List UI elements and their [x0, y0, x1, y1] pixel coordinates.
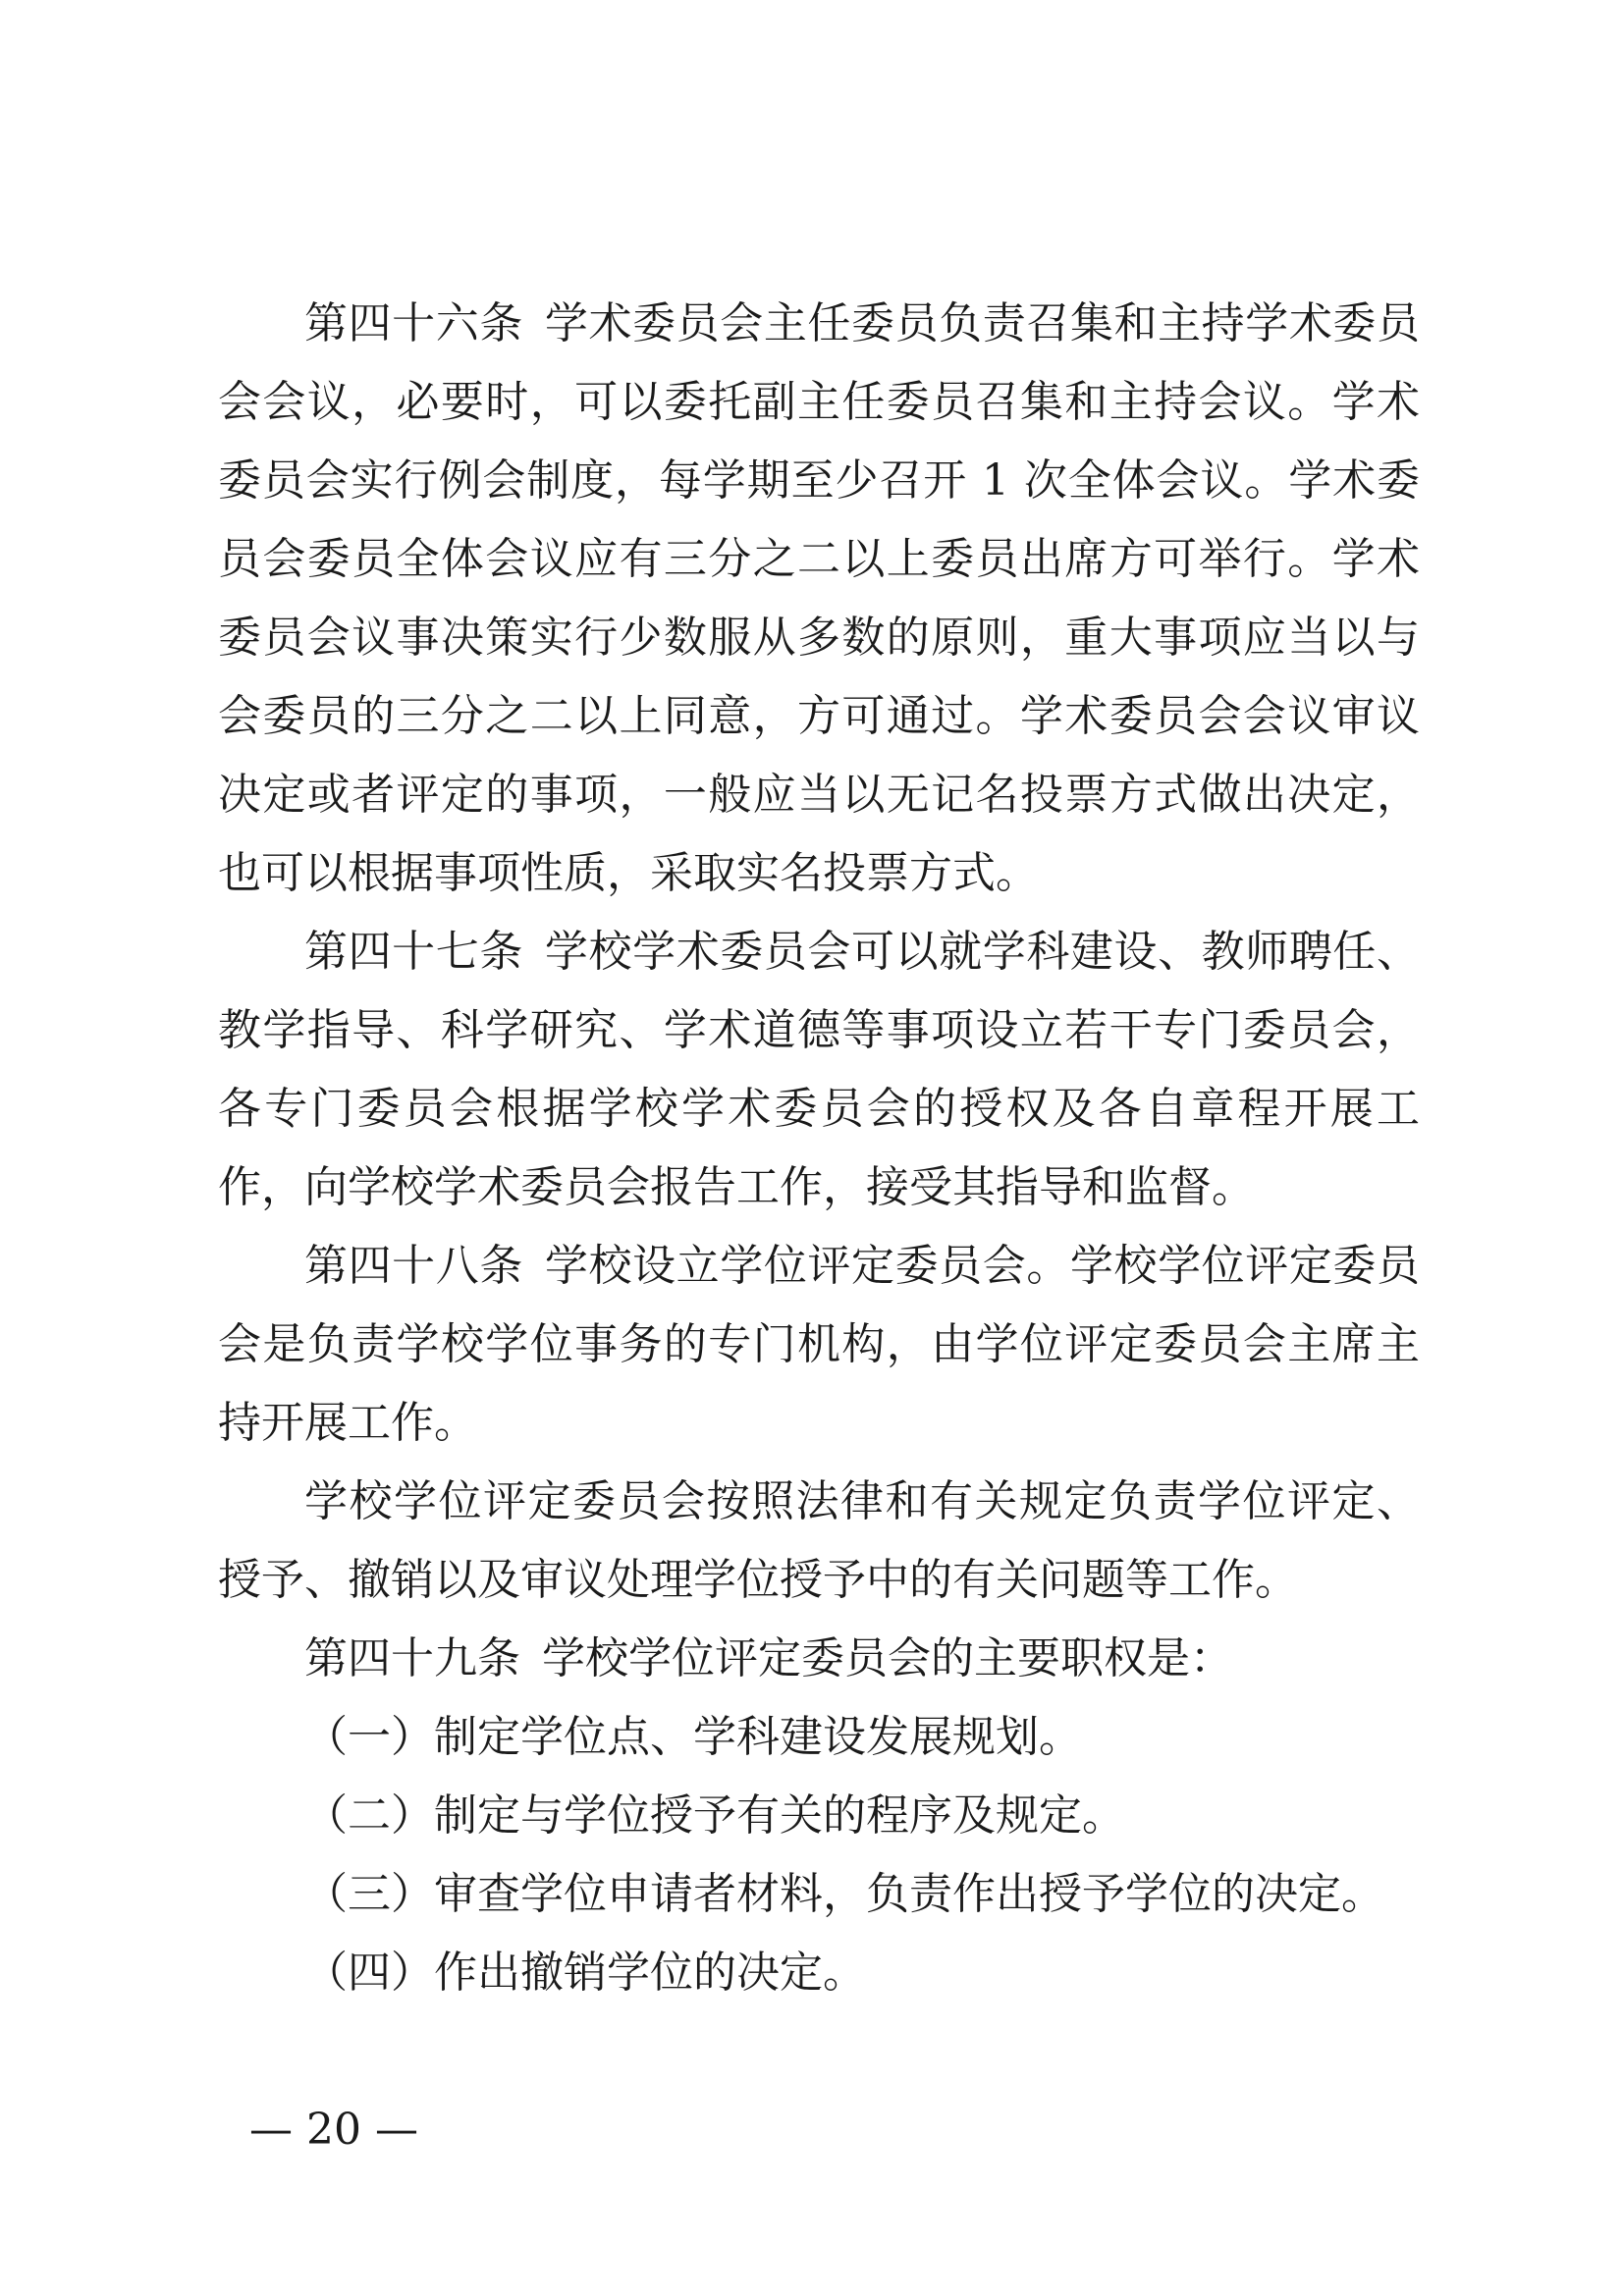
- article-label: 第四十九条: [304, 1633, 520, 1683]
- list-item-1: [218, 1698, 1420, 1777]
- paragraph-text: 学校设立学位评定委员会。学校学位评定委员会是负责学校学位事务的专门机构，由学位评定委员会主席主持开展工作。: [218, 1241, 1421, 1448]
- article-label: 第四十七条: [304, 927, 523, 977]
- list-item-2: [218, 1777, 1420, 1855]
- list-item-4: [218, 1934, 1420, 2012]
- page-number: — 20 —: [249, 2105, 418, 2155]
- paragraph-article-46: [218, 285, 1420, 913]
- article-label: 第四十六条: [304, 298, 523, 348]
- list-item-3: [218, 1855, 1420, 1934]
- list-item-text: （一）制定学位点、学科建设发展规划。: [304, 1712, 1082, 1762]
- list-item-text: （四）作出撤销学位的决定。: [304, 1948, 866, 1998]
- list-item-text: （二）制定与学位授予有关的程序及规定。: [304, 1790, 1125, 1841]
- paragraph-text: 学校学术委员会可以就学科建设、教师聘任、教学指导、科学研究、学术道德等事项设立若干专门委员会，各专门委员会根据学校学术委员会的授权及各自章程开展工作，向学校学术委员会报告工作，接受其指导和监督。: [218, 927, 1421, 1212]
- paragraph-article-48: [218, 1227, 1420, 1463]
- article-label: 第四十八条: [304, 1241, 523, 1291]
- paragraph-article-49: [218, 1620, 1420, 1698]
- paragraph-text: 学术委员会主任委员负责召集和主持学术委员会会议，必要时，可以委托副主任委员召集和主持会议。学术委员会实行例会制度，每学期至少召开 1 次全体会议。学术委员会委员全体会议应有三分之二以上委员出席方可举行。学术委员会议事决策实行少数服从多数的原则，重大事项应当以与会委员的三分之二以上同意，方可通过。学术委员会会议审议决定或者评定的事项，一般应当以无记名投票方式做出决定，也可以根据事项性质，采取实名投票方式。: [218, 298, 1421, 898]
- paragraph-text: 学校学位评定委员会按照法律和有关规定负责学位评定、授予、撤销以及审议处理学位授予中的有关问题等工作。: [218, 1476, 1420, 1605]
- list-item-text: （三）审查学位申请者材料，负责作出授予学位的决定。: [304, 1869, 1384, 1919]
- paragraph-text: 学校学位评定委员会的主要职权是：: [542, 1633, 1233, 1683]
- document-body: [218, 285, 1420, 2012]
- paragraph-degree-committee-duties: [218, 1463, 1420, 1620]
- paragraph-article-47: [218, 913, 1420, 1227]
